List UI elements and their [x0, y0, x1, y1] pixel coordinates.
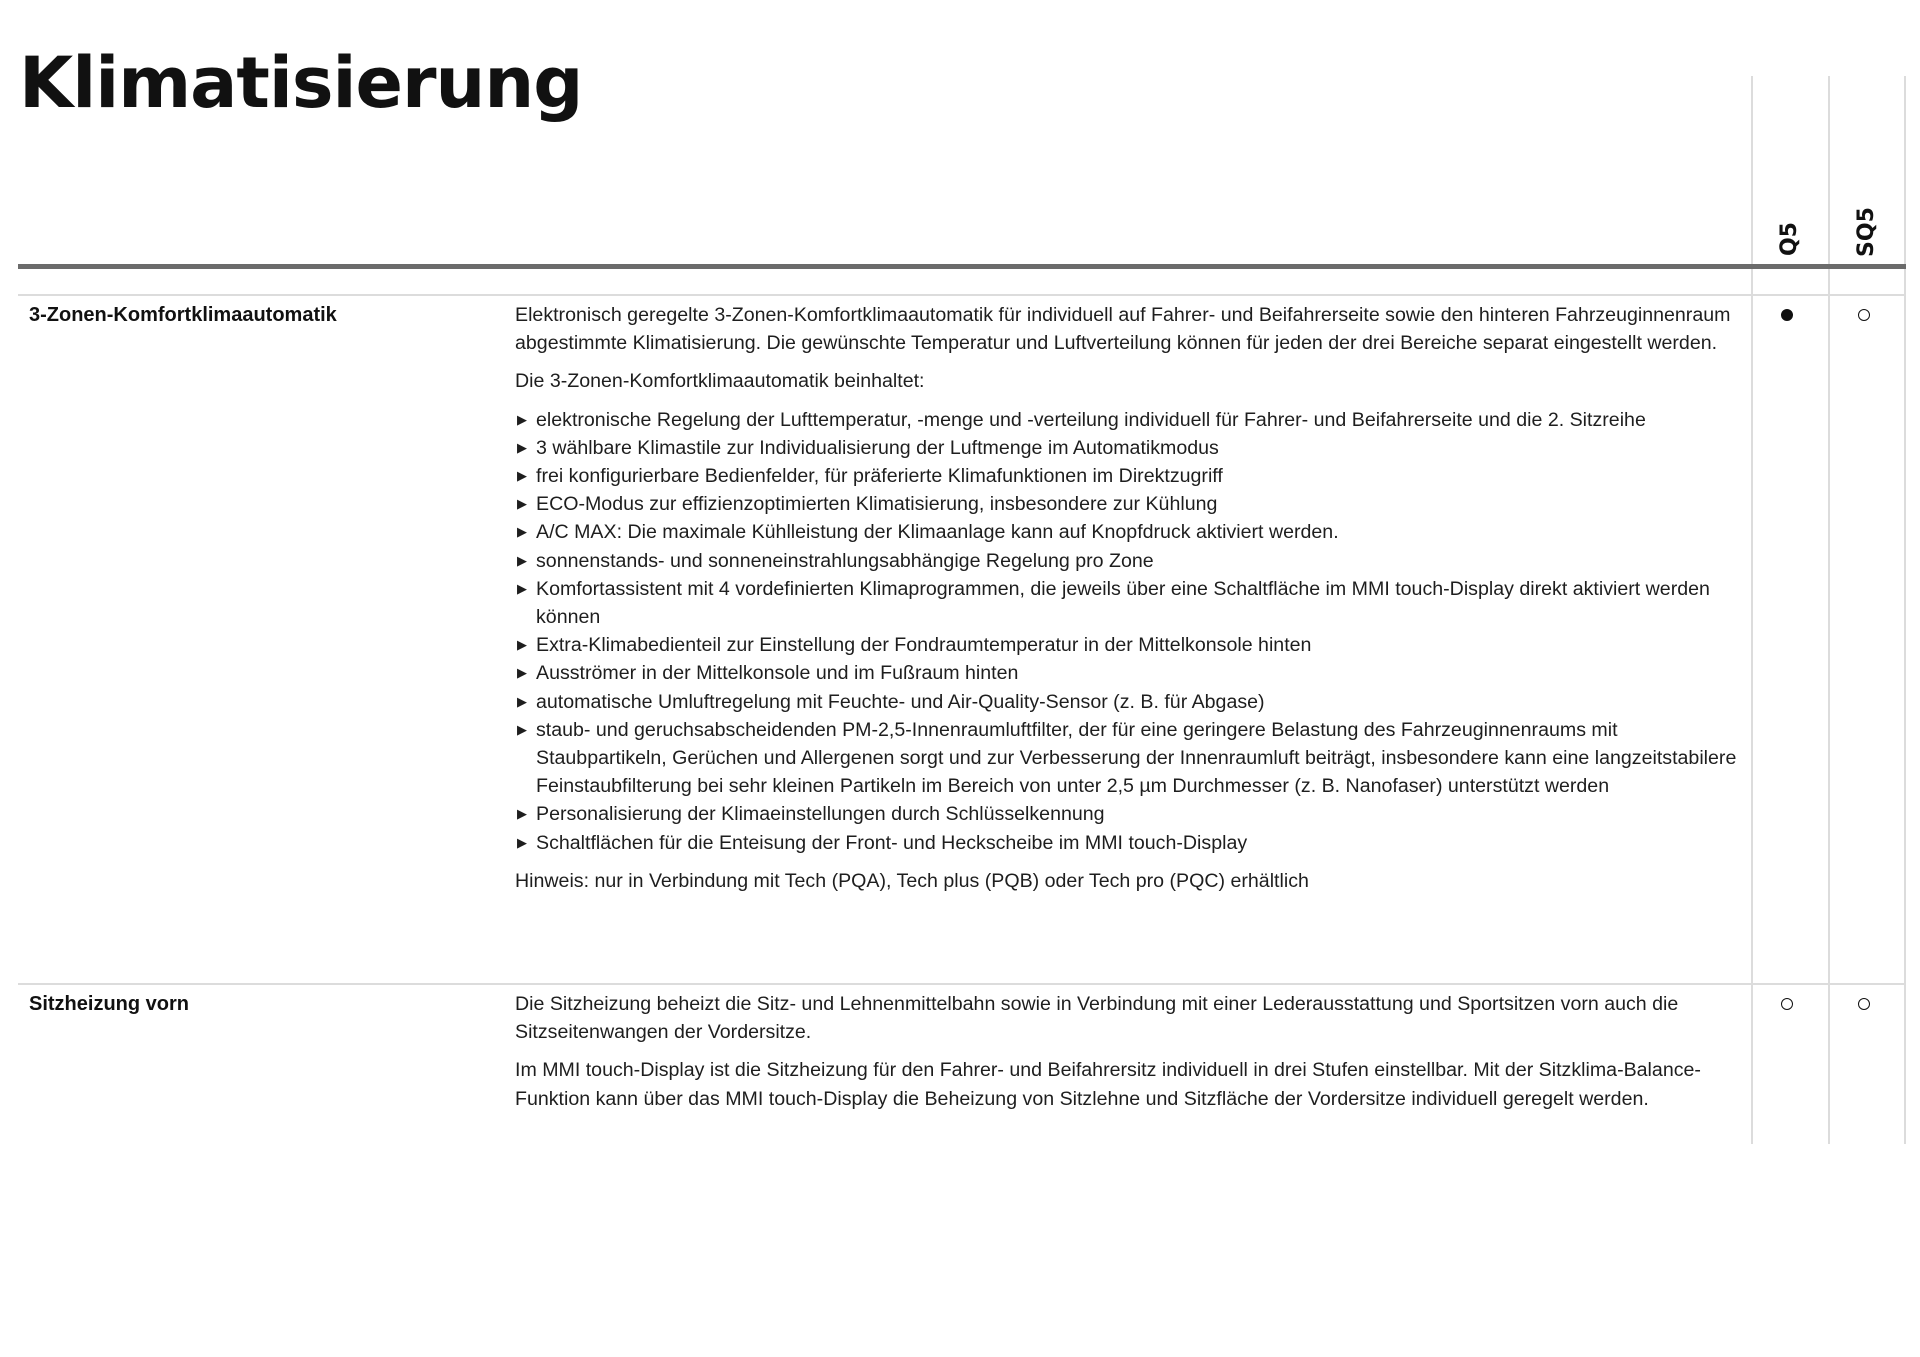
triangle-right-icon: ▶ — [517, 552, 527, 568]
description-paragraph: Im MMI touch-Display ist die Sitzheizung für den Fahrer- und Beifahrersitz individuell in drei Stufen einstellbar. Mit der Sitzklima-Balance-Funktion kann über das MMI touch-Display die Beheizung von Sitzlehne und Sitzfläche der Vordersitze individuell geregelt werden. — [515, 1059, 1701, 1110]
triangle-right-icon: ▶ — [517, 496, 527, 512]
triangle-right-icon: ▶ — [517, 693, 527, 709]
list-item: ▶ Schaltflächen für die Enteisung der Front- und Heckscheibe im MMI touch-Display — [515, 829, 1740, 857]
filled-circle-icon — [1781, 309, 1793, 321]
triangle-right-icon: ▶ — [517, 665, 527, 681]
description-subintro: Die 3-Zonen-Komfortklimaautomatik beinhaltet: — [515, 370, 925, 393]
hollow-circle-icon — [1858, 998, 1870, 1010]
triangle-right-icon: ▶ — [517, 806, 527, 822]
list-item: ▶ automatische Umluftregelung mit Feuchte- und Air-Quality-Sensor (z. B. für Abgase) — [515, 688, 1740, 716]
list-item: ▶ elektronische Regelung der Lufttemperatur, -menge und -verteilung individuell für Fahrer- und Beifahrerseite und die 2. Sitzreihe — [515, 406, 1740, 434]
description-paragraph: Elektronisch geregelte 3-Zonen-Komfortklimaautomatik für individuell auf Fahrer- und Beifahrerseite sowie den hinteren Fahrzeuginnenraum abgestimmte Klimatisierung. Die gewünschte Temperatur und Luftverteilung können für jeden der drei Bereiche separat eingestellt werden. — [515, 304, 1731, 355]
list-item: ▶ A/C MAX: Die maximale Kühlleistung der Klimaanlage kann auf Knopfdruck aktiviert werden. — [515, 518, 1740, 546]
list-item: ▶ staub- und geruchsabscheidenden PM-2,5-Innenraumluftfilter, der für eine geringere Belastung des Fahrzeuginnenraums mit Staubpartikeln, Gerüchen und Allergenen sorgt und zur Verbesserung der Innenraumluft beiträgt, insbesondere kann eine langzeitstabilere Feinstaubfilterung bei sehr kleinen Partikeln im Bereich von unter 2,5 µm Durchmesser (z. B. Nanofaser) unterstützt werden — [515, 716, 1740, 801]
list-item: ▶ sonnenstands- und sonneneinstrahlungsabhängige Regelung pro Zone — [515, 547, 1740, 575]
row-separator — [18, 294, 1906, 296]
feature-description — [515, 301, 1740, 905]
header-rule — [18, 264, 1906, 269]
list-item: ▶ Personalisierung der Klimaeinstellungen durch Schlüsselkennung — [515, 800, 1740, 828]
column-header-sq5: SQ5 — [1854, 207, 1879, 257]
description-note: Hinweis: nur in Verbindung mit Tech (PQA), Tech plus (PQB) oder Tech pro (PQC) erhältlich — [515, 869, 1309, 892]
triangle-right-icon: ▶ — [517, 721, 527, 737]
list-item: ▶ Komfortassistent mit 4 vordefinierten Klimaprogrammen, die jeweils über eine Schaltfläche im MMI touch-Display direkt aktiviert werden können — [515, 575, 1740, 631]
description-paragraph: Die Sitzheizung beheizt die Sitz- und Lehnenmittelbahn sowie in Verbindung mit einer Lederausstattung und Sportsitzen vorn auch die Sitzseitenwangen der Vordersitze. — [515, 993, 1679, 1044]
feature-name: 3-Zonen-Komfortklimaautomatik — [29, 304, 337, 326]
feature-bullet-list — [515, 406, 1740, 857]
list-item: ▶ frei konfigurierbare Bedienfelder, für präferierte Klimafunktionen im Direktzugriff — [515, 462, 1740, 490]
triangle-right-icon: ▶ — [517, 580, 527, 596]
list-item: ▶ ECO-Modus zur effizienzoptimierten Klimatisierung, insbesondere zur Kühlung — [515, 490, 1740, 518]
triangle-right-icon: ▶ — [517, 411, 527, 427]
feature-description — [515, 990, 1740, 1123]
hollow-circle-icon — [1781, 998, 1793, 1010]
list-item: ▶ Extra-Klimabedienteil zur Einstellung der Fondraumtemperatur in der Mittelkonsole hinten — [515, 631, 1740, 659]
row-separator — [18, 983, 1906, 985]
hollow-circle-icon — [1858, 309, 1870, 321]
list-item: ▶ 3 wählbare Klimastile zur Individualisierung der Luftmenge im Automatikmodus — [515, 434, 1740, 462]
list-item: ▶ Ausströmer in der Mittelkonsole und im Fußraum hinten — [515, 659, 1740, 687]
triangle-right-icon: ▶ — [517, 834, 527, 850]
page-title: Klimatisierung — [19, 42, 583, 124]
triangle-right-icon: ▶ — [517, 468, 527, 484]
triangle-right-icon: ▶ — [517, 637, 527, 653]
triangle-right-icon: ▶ — [517, 439, 527, 455]
triangle-right-icon: ▶ — [517, 524, 527, 540]
feature-name: Sitzheizung vorn — [29, 993, 189, 1015]
column-header-q5: Q5 — [1777, 222, 1802, 257]
